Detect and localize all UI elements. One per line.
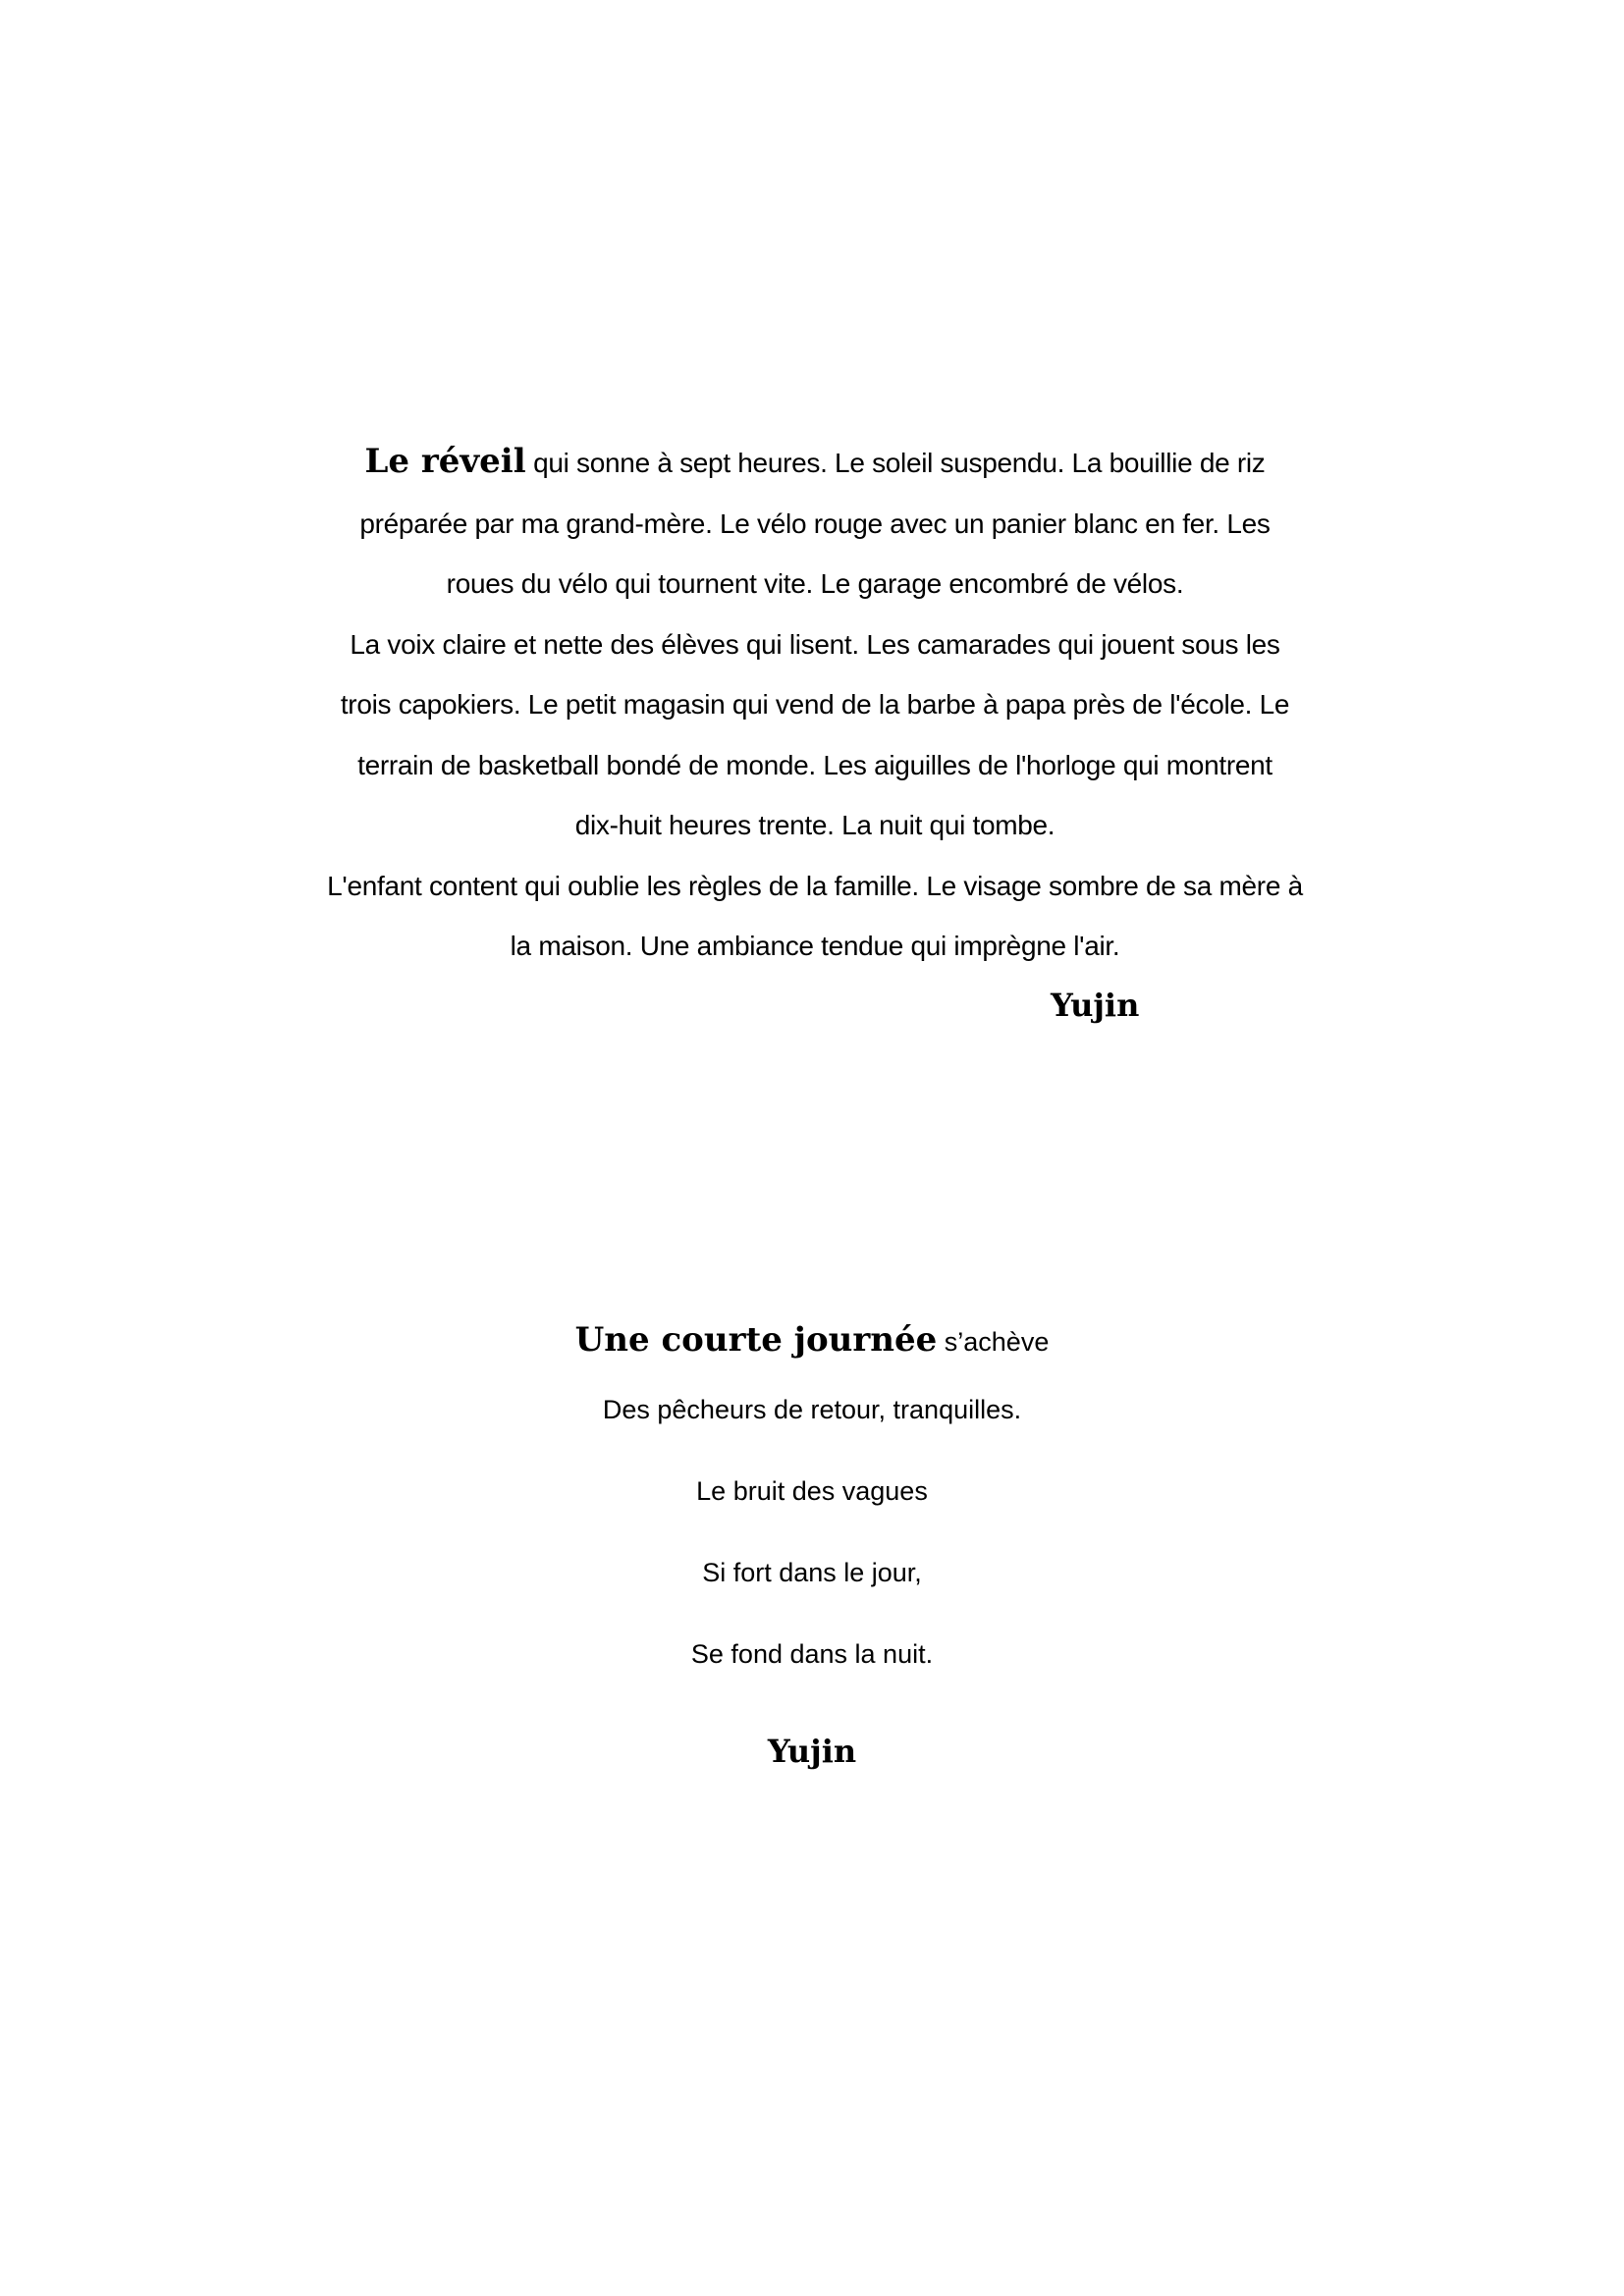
poem-title-row: Une courte journée s’achève	[574, 1320, 1050, 1360]
poem-line: Se fond dans la nuit.	[690, 1639, 934, 1669]
poem-line: L'enfant content qui oublie les règles de la famille. Le visage sombre de sa mère à	[327, 870, 1303, 901]
poem-une-courte-journee	[0, 1310, 1624, 1695]
poem-title: Le réveil	[364, 442, 526, 481]
poem-line: Le bruit des vagues	[696, 1476, 928, 1506]
author-signature: Yujin	[767, 1733, 857, 1770]
poem-line: préparée par ma grand-mère. Le vélo rouge avec un panier blanc en fer. Les	[359, 507, 1271, 539]
poem-line: Si fort dans le jour,	[702, 1558, 922, 1587]
poem-line: terrain de basketball bondé de monde. Les aiguilles de l'horloge qui montrent	[357, 749, 1272, 780]
author-signature: Yujin	[1051, 987, 1140, 1024]
poem-line: dix-huit heures trente. La nuit qui tombe.	[574, 810, 1056, 840]
poem-line: roues du vélo qui tournent vite. Le garage encombré de vélos.	[446, 568, 1184, 599]
poem-line: trois capokiers. Le petit magasin qui vend de la barbe à papa près de l'école. Le	[340, 689, 1290, 720]
poem-line: Des pêcheurs de retour, tranquilles.	[602, 1395, 1022, 1424]
poem-le-reveil	[265, 432, 1365, 977]
poem-line: la maison. Une ambiance tendue qui imprègne l'air.	[510, 931, 1120, 961]
poem-line: Le réveil qui sonne à sept heures. Le soleil suspendu. La bouillie de riz	[364, 442, 1266, 481]
poem-line: La voix claire et nette des élèves qui lisent. Les camarades qui jouent sous les	[350, 628, 1280, 660]
poem-title: Une courte journée	[574, 1320, 938, 1360]
